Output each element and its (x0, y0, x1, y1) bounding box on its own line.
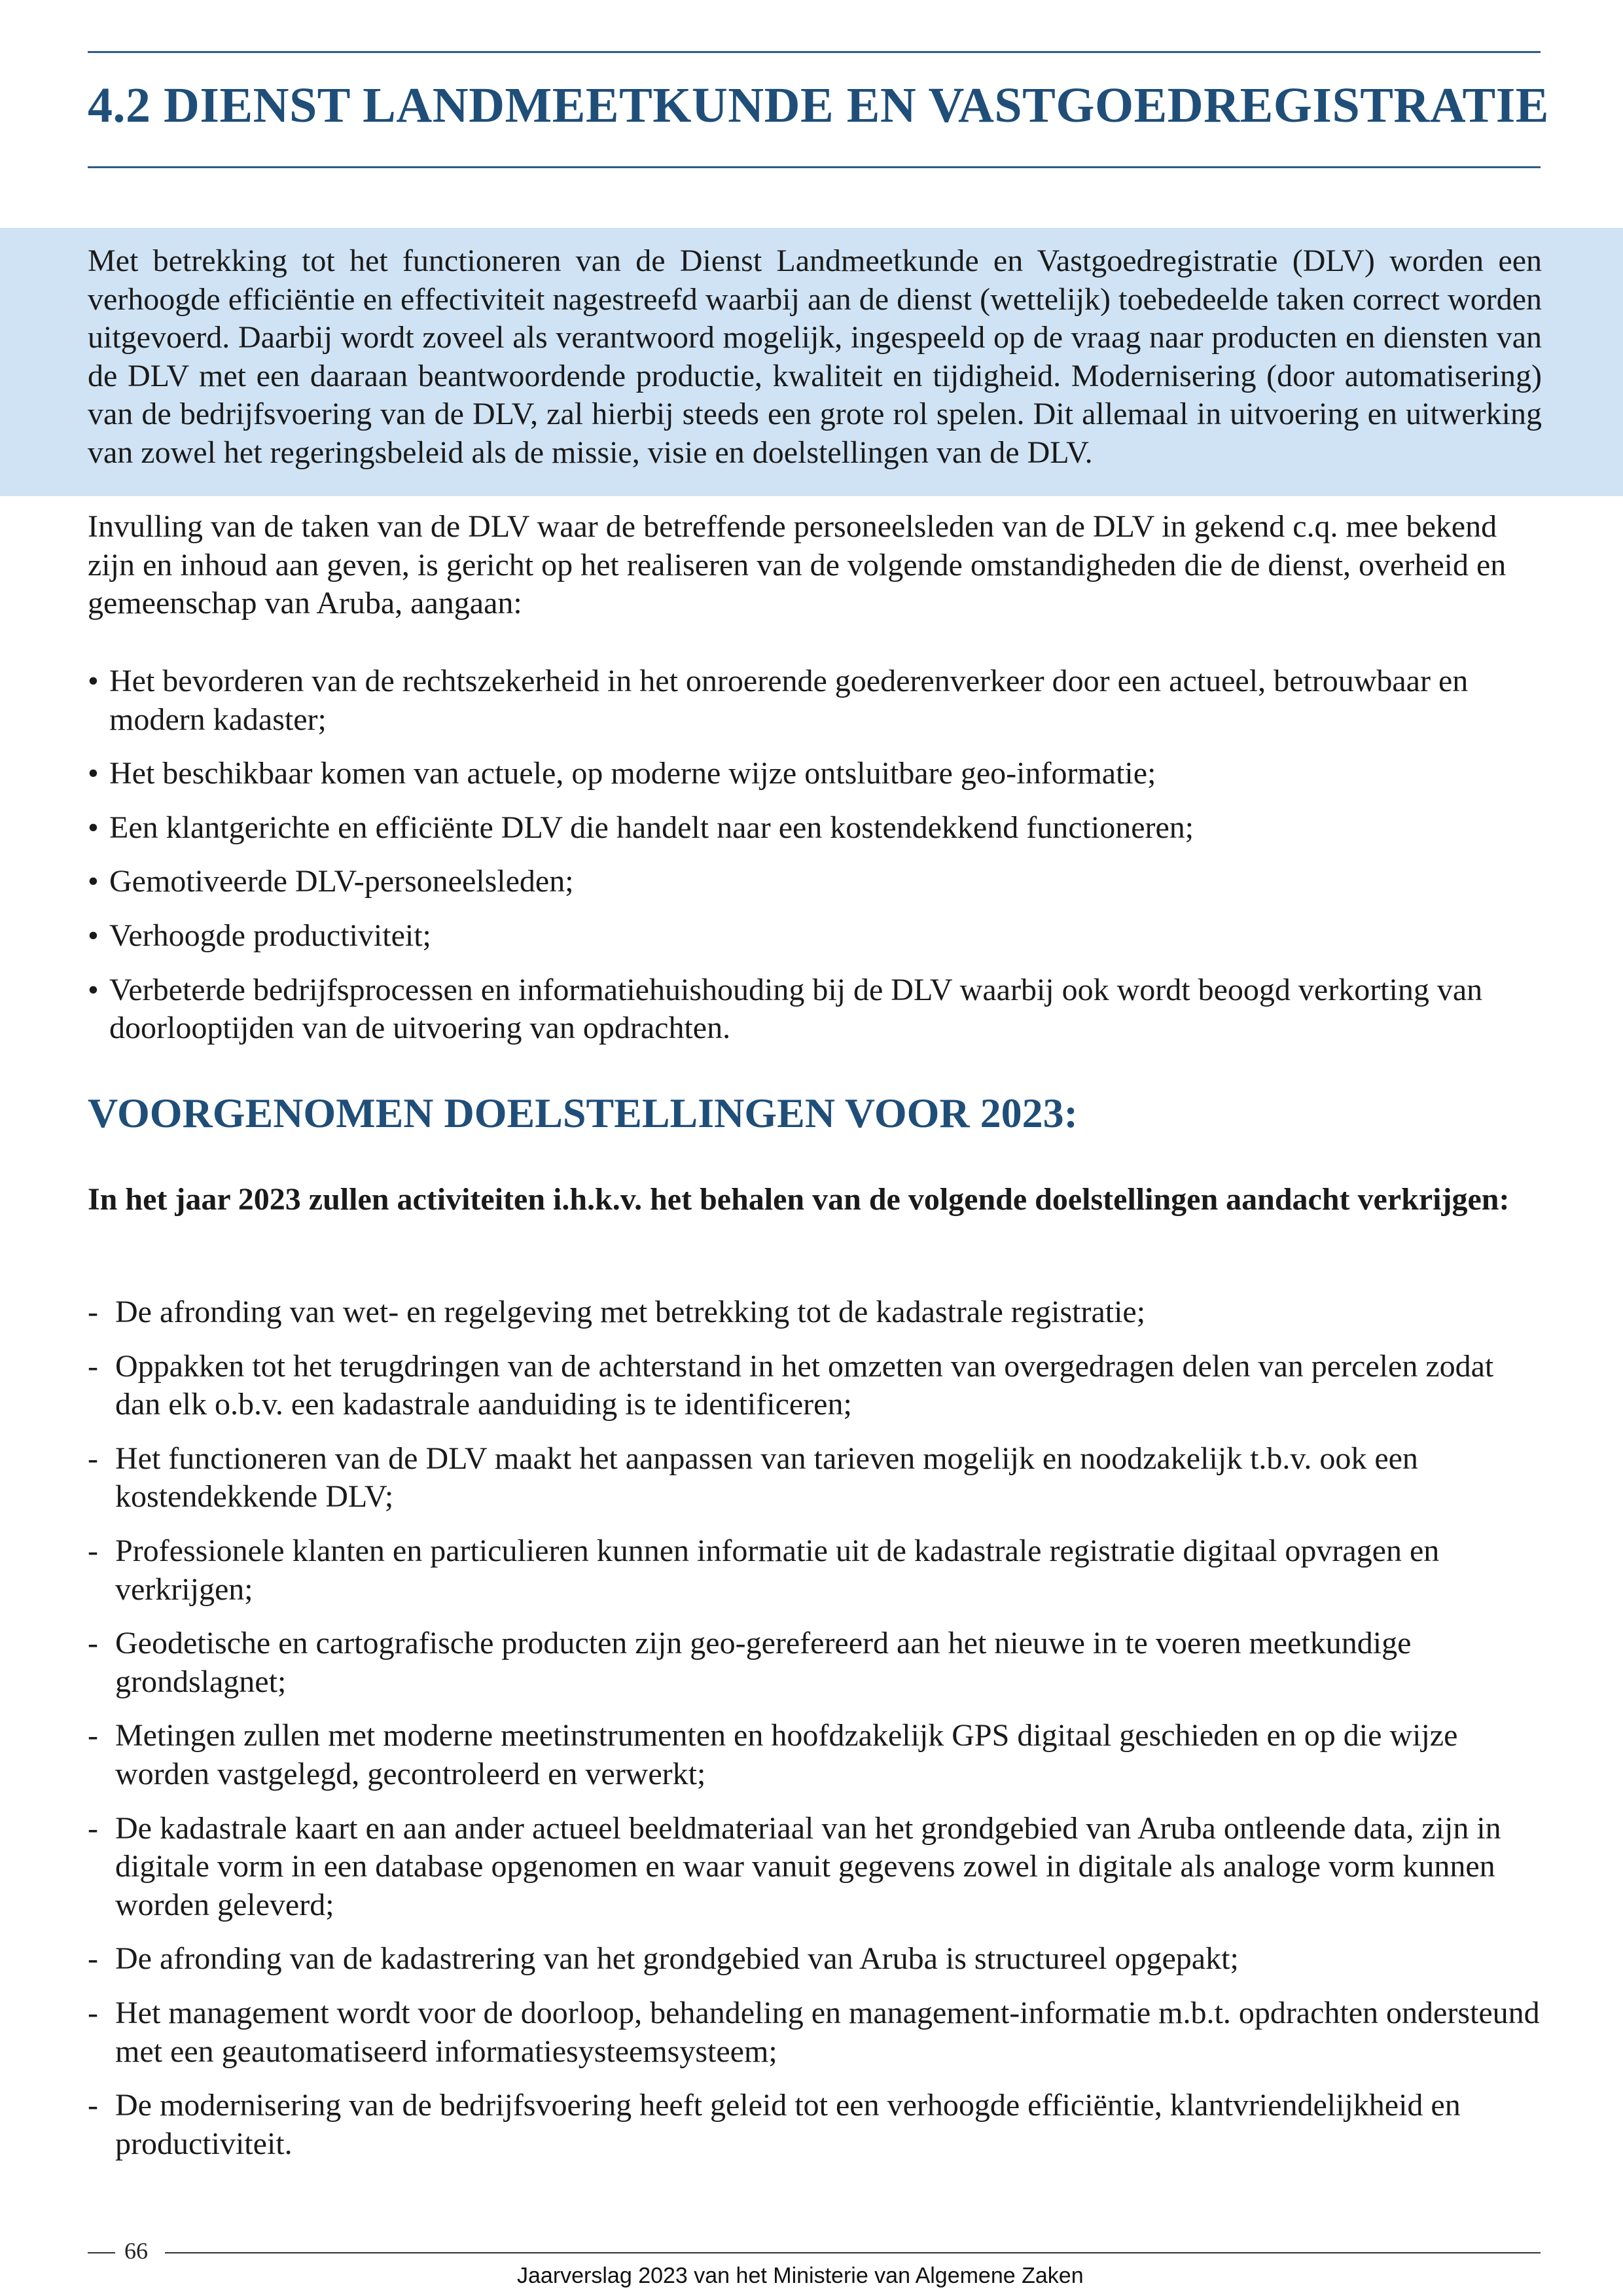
list-item: - Het functioneren van de DLV maakt het aanpassen van tarieven mogelijk en noodzakelijk t.b.v. ook een kostendekkende DLV; (88, 1441, 1418, 1515)
list-item: • Gemotiveerde DLV-personeelsleden; (88, 864, 574, 899)
list-item: - Het management wordt voor de doorloop, behandeling en management-informatie m.b.t. opdrachten ondersteund met een geautomatiseerd informatiesysteemsysteem; (88, 1995, 1540, 2069)
footer-dash (88, 2252, 115, 2253)
goals-list (88, 1293, 1542, 2179)
list-item: - De modernisering van de bedrijfsvoering heeft geleid tot een verhoogde efficiëntie, klantvriendelijkheid en productiviteit. (88, 2088, 1461, 2161)
list-item: - Metingen zullen met moderne meetinstrumenten en hoofdzakelijk GPS digitaal geschieden en op die wijze worden vastgelegd, gecontroleerd en verwerkt; (88, 1718, 1458, 1791)
footer-report-title: Jaarverslag 2023 van het Ministerie van Algemene Zaken (517, 2263, 1084, 2288)
intro-paragraph: Met betrekking tot het functioneren van de Dienst Landmeetkunde en Vastgoedregistratie (DLV) worden een verhoogde efficiëntie en effectiviteit nagestreefd waarbij aan de dienst (wettelijk) toebedeelde taken correct worden uitgevoerd. Daarbij wordt zoveel als verantwoord mogelijk, ingespeeld op de vraag naar producten en diensten van de DLV met een daaraan beantwoordende productie, kwaliteit en tijdigheid. Modernisering (door automatisering) van de bedrijfsvoering van de DLV, zal hierbij steeds een grote rol spelen. Dit allemaal in uitvoering en uitwerking van zowel het regeringsbeleid als de missie, visie en doelstellingen van de DLV. (88, 243, 1542, 470)
list-item: - Professionele klanten en particulieren kunnen informatie uit de kadastrale registratie digitaal opvragen en verkrijgen; (88, 1533, 1440, 1607)
list-item: • Het bevorderen van de rechtszekerheid in het onroerende goederenverkeer door een actueel, betrouwbaar en modern kadaster; (88, 664, 1469, 737)
list-item: - Geodetische en cartografische producten zijn geo-gerefereerd aan het nieuwe in te voeren meetkundige grondslagnet; (88, 1626, 1412, 1699)
list-item: - Oppakken tot het terugdringen van de achterstand in het omzetten van overgedragen delen van percelen zodat dan elk o.b.v. een kadastrale aanduiding is te identificeren; (88, 1348, 1494, 1422)
title-rule-top (88, 51, 1541, 53)
list-item: - De kadastrale kaart en aan ander actueel beeldmateriaal van het grondgebied van Aruba ontleende data, zijn in digitale vorm in een database opgenomen en waar vanuit gegevens zowel in digitale als analoge vorm kunnen worden geleverd; (88, 1810, 1501, 1922)
circumstances-list (88, 662, 1542, 1064)
list-item: - De afronding van de kadastrering van het grondgebied van Aruba is structureel opgepakt; (88, 1941, 1239, 1977)
goals-heading: VOORGENOMEN DOELSTELLINGEN VOOR 2023: (88, 1090, 1078, 1136)
list-item: • Het beschikbaar komen van actuele, op moderne wijze ontsluitbare geo-informatie; (88, 756, 1156, 791)
goals-intro: In het jaar 2023 zullen activiteiten i.h.k.v. het behalen van de volgende doelstellingen aandacht verkrijgen: (88, 1182, 1510, 1217)
list-item: - De afronding van wet- en regelgeving met betrekking tot de kadastrale registratie; (88, 1295, 1146, 1329)
footer-rule (165, 2252, 1541, 2253)
list-item: • Verhoogde productiviteit; (88, 918, 431, 953)
list-item: • Verbeterde bedrijfsprocessen en informatiehuishouding bij de DLV waarbij ook wordt beoogd verkorting van doorlooptijden van de uitvoering van opdrachten. (88, 972, 1483, 1046)
section-title: 4.2 DIENST LANDMEETKUNDE EN VASTGOEDREGISTRATIE (88, 78, 1549, 133)
title-rule-bottom (88, 166, 1541, 168)
page-number: 66 (124, 2238, 148, 2264)
tasks-paragraph: Invulling van de taken van de DLV waar de betreffende personeelsleden van de DLV in gekend c.q. mee bekend zijn en inhoud aan geven, is gericht op het realiseren van de volgende omstandigheden die de dienst, overheid en gemeenschap van Aruba, aangaan: (88, 509, 1507, 621)
list-item: • Een klantgerichte en efficiënte DLV die handelt naar een kostendekkend functioneren; (88, 810, 1194, 845)
